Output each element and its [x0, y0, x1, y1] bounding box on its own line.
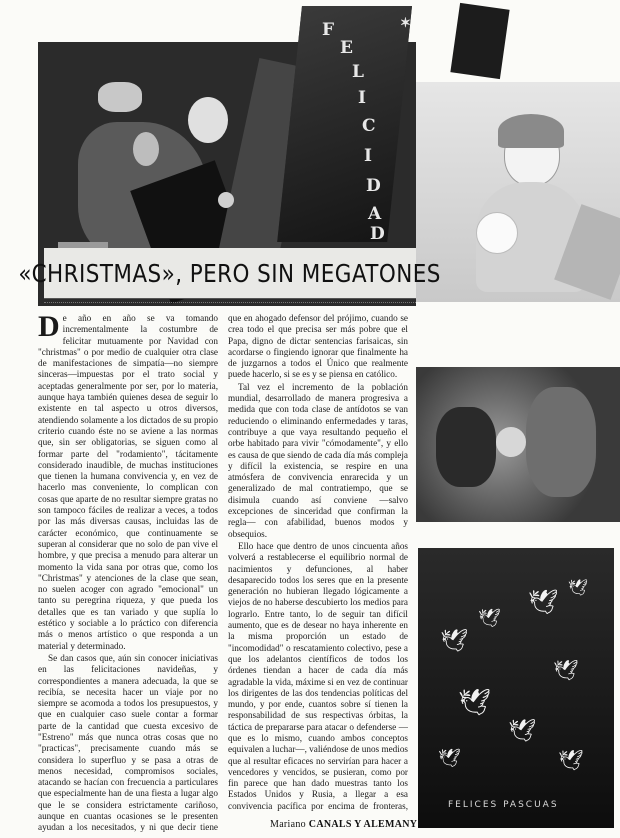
banner-letter: I	[358, 88, 366, 108]
article-column-2	[228, 313, 408, 813]
banner-letter: C	[362, 116, 376, 136]
article-headline: «CHRISTMAS», PERO SIN MEGATONES	[18, 258, 442, 288]
felices-pascuas-card: 🕊 🕊 🕊 🕊 🕊 🕊 🕊 🕊 🕊 FELICES PASCUAS	[418, 548, 614, 828]
angel-wing-shape	[450, 3, 509, 79]
banner-letter: D	[366, 176, 381, 196]
angel-illustration	[416, 82, 620, 302]
banner-letter: A	[368, 204, 382, 224]
paragraph	[38, 313, 218, 652]
banner-letter: I	[364, 146, 372, 166]
figures-photo	[416, 367, 620, 522]
banner-letter: L	[352, 62, 364, 82]
author-signature	[270, 819, 417, 830]
author-first-name: Mariano	[270, 819, 306, 830]
paragraph: Se dan casos que, aún sin conocer iniciativas en las felicitaciones navideñas, y correspondientes a manera adecuada, la que se recibía, se necesita hacer un viaje por no siempre se acomoda a todos los presupuestos, y que en cualquier caso suele contar a formar parte de la cantidad que cuesta excesivo de "Estreno" más que nunca otras cosas que no "practicas", precisamente cuando más se considera lo superfluo y se pasa a otras de menos necesidad, compromisos sociales, atacando se hacían con frecuencia a particulares que especialmente han de una fiesta a lugar algo que le se considera estrictamente cariñoso, aunque en cuantas ocasiones se le presenten ayudan a los necesitados, y ni que decir tiene	[38, 652, 218, 833]
paragraph-text: e año en año se va tomando incrementalmente la costumbre de felicitar mutuamente por Navidad con "christmas" o por medio de cualquier otra clase de manifestaciones de simpatía—no siempre sinceras—impuestas por el trato social y aceptadas generalmente por ser, por lo materia, aunque haya también quienes desea de seguir lo existente en tal aspecto u otros diversos, atendiendo solamente a los dictados de su propio criterio cuando éste no se aviene a las normas que, sin ser obligatorias, se siguen como al formar parte del "rodamiento", tácitamente considerado inaudible, de muchas instituciones que tienen la humana convivencia y, en vez de hacerlo mas conveniente, lo complican con cosas que aparte de no resultar siempre gratas no son tampoco fáciles de realizar a veces, a todos por las más diversas causas, incluidas las de carácter económico, que continuamente se superan al considerar que no solo de pan vive el hombre, y que precisa a menudo para alterar un momento la vida sana por otras que, como los "Christmas" y atenciones de la clase que sean, no suelen acoger con agrado "emocional" un tanto su peregrina riqueza, y que pueda los detalles que es tan variado y que suplía lo estético y sociable a lo práctico con diferencia más o menos artístico o que responda a un material y determinado.	[38, 313, 218, 651]
paragraph: Ello hace que dentro de unos cincuenta años volverá a restablecerse el equilibrio normal de nacimientos y defunciones, al haber desaparecido todos los seres que en la presente generación no hubieran llegado lógicamente a viejos de no haberse descubierto los medios para lograrlo. Entre tanto, lo de seguir tan difícil aumento, que es de desear no haya inherente en la misma proporción un estado de "incomodidad" o rescatamiento colectivo, pese a que los adelantos científicos de todos los órdenes tiendan a hacer de cada día más agradable la vida, máxime si en vez de continuar los dirigentes de las dos tendencias políticas del mundo, y por ende, cuantos sobre sí tienen la responsabilidad de sus respectivas órbitas, la táctica de prepararse para atacar o defenderse —que es lo mismo, cuando ambos conceptos equivalen a luchar—, valiéndose de unos medios que al resultar eficaces no servirían para hacer a vencedores y vencidos, se pusieran, como por fin parece que han dado muestras tanto los Estados Unidos y Rusia, a llegar a esa convivencia pacífica por encima de fronteras,	[228, 540, 408, 811]
headline-band	[18, 248, 442, 298]
paragraph: Tal vez el incremento de la población mundial, desarrollado de manera progresiva a medida que con toda clase de antídotos se van reduciendo o eliminando enfermedades y taras, contribuye a que vaya resultando pequeño el orbe habitado para vivir "cómodamente", y ello es causa de que siendo de cada día más compleja y difícil la existencia, se respire en una atmósfera de convivencia enrarecida y un generalizado de mal contratiempo, que se disimula cuando así conviene —salvo excepciones de sinceridad que confirman la regla— con afabilidad, buenos modos y obsequios.	[228, 381, 408, 539]
paragraph: que en ahogado defensor del prójimo, cuando se crea todo el que precisa ser más pobre que el Papa, digno de dictar sentencias farisaicas, sin acordarse o fingiendo ignorar que finalmente ha de juzgarnos a todos el Único que realmente puede hacerlo, si se es y se piensa en católico.	[228, 313, 408, 380]
article-column-1	[38, 313, 218, 835]
banner-letter: F	[322, 20, 335, 40]
author-last-name: CANALS Y ALEMANY	[308, 819, 418, 830]
star-icon: ✶	[400, 16, 411, 31]
headline-rule	[44, 298, 416, 303]
card-caption: FELICES PASCUAS	[448, 800, 559, 810]
banner-letter: D	[370, 224, 385, 244]
drop-cap: D	[38, 313, 60, 343]
banner-letter: E	[340, 38, 353, 58]
